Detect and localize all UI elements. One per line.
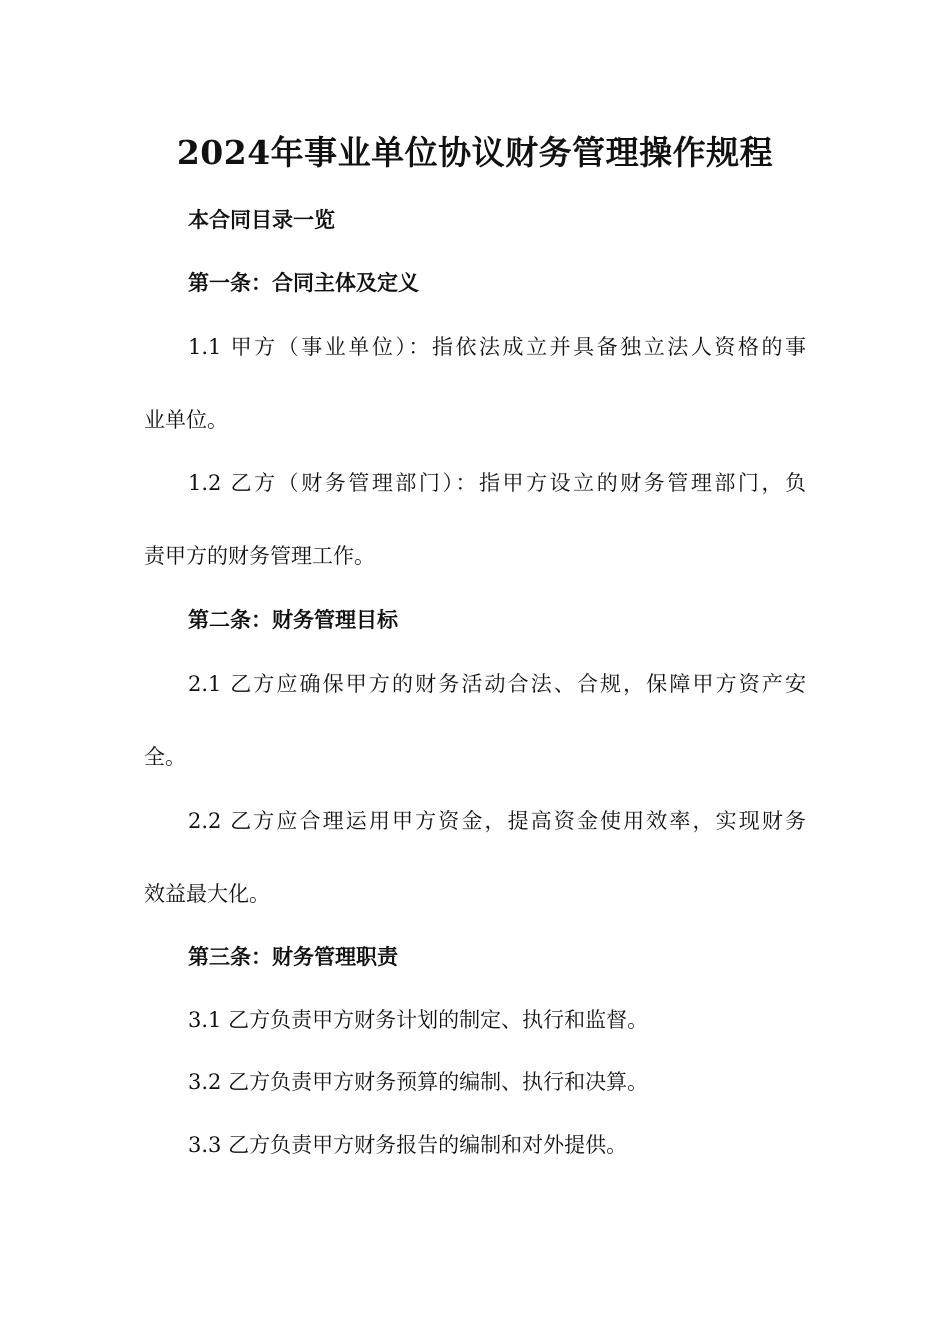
clause-line: 1.2 乙方（财务管理部门）：指甲方设立的财务管理部门，负 <box>188 471 806 495</box>
section-heading: 第三条：财务管理职责 <box>188 944 398 969</box>
clause-line: 3.2 乙方负责甲方财务预算的编制、执行和决算。 <box>188 1070 649 1094</box>
clause-line: 3.1 乙方负责甲方财务计划的制定、执行和监督。 <box>188 1008 649 1032</box>
clause-line: 效益最大化。 <box>144 882 270 906</box>
clause-line: 2.1 乙方应确保甲方的财务活动合法、合规，保障甲方资产安 <box>188 672 806 696</box>
clause-line: 责甲方的财务管理工作。 <box>144 544 375 568</box>
clause-line: 2.2 乙方应合理运用甲方资金，提高资金使用效率，实现财务 <box>188 809 806 833</box>
clause-line: 全。 <box>144 745 186 769</box>
clause-line: 业单位。 <box>144 408 228 432</box>
clause-line: 3.3 乙方负责甲方财务报告的编制和对外提供。 <box>188 1133 628 1157</box>
document-title: 2024年事业单位协议财务管理操作规程 <box>176 133 774 172</box>
section-heading: 第二条：财务管理目标 <box>188 607 398 632</box>
clause-line: 1.1 甲方（事业单位）：指依法成立并具备独立法人资格的事 <box>188 335 806 359</box>
toc-heading: 本合同目录一览 <box>188 207 335 232</box>
section-heading: 第一条：合同主体及定义 <box>188 270 419 295</box>
